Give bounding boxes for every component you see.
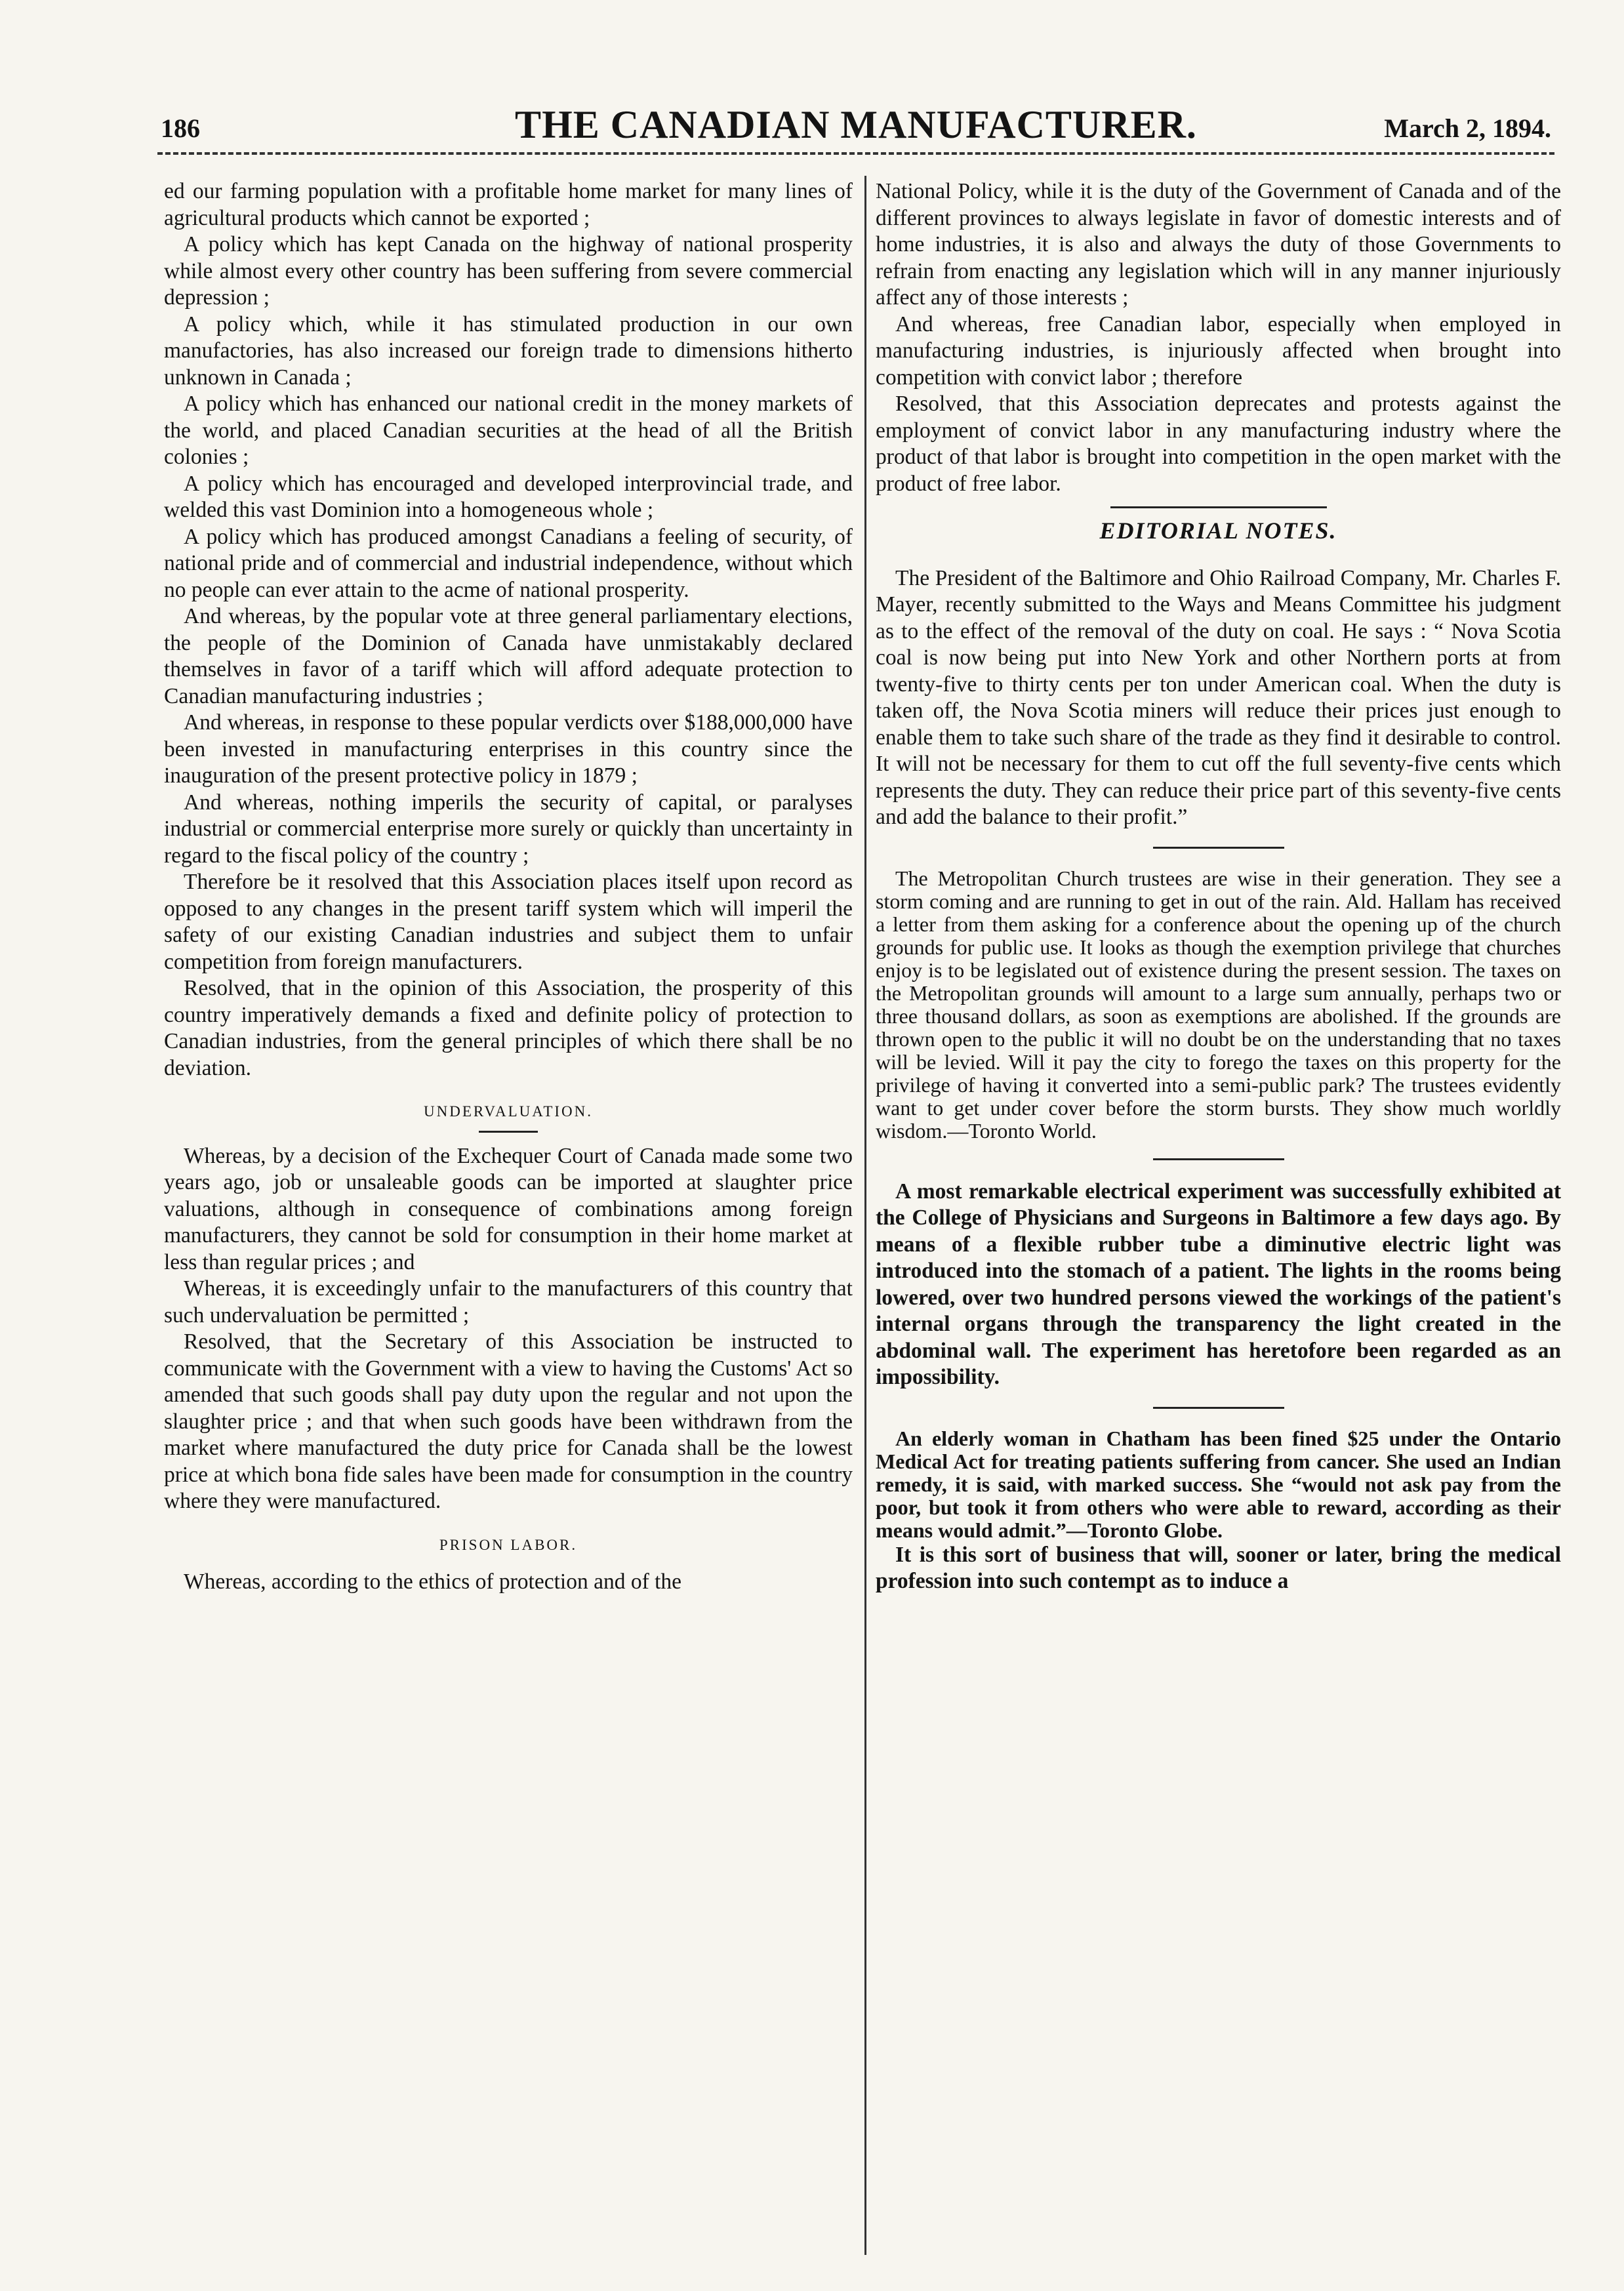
section-heading-text: PRISON LABOR. [439, 1536, 578, 1553]
section-heading-prison-labor [164, 1532, 853, 1559]
right-column [876, 178, 1561, 1595]
section-rule [1110, 506, 1327, 508]
news-item: The Metropolitan Church trustees are wise in their generation. They see a storm coming and are running to get in out of the rain. Ald. Hallam has received a letter from them asking for a conference about the opening up of the church grounds for public use. It looks as though the exemption privilege that churches enjoy is to be legislated out of existence during the present session. The taxes on the Metropolitan grounds will amount to a large sum annually, perhaps two or three thousand dollars, as soon as exemptions are abolished. If the grounds are thrown open to the public it will no doubt be on the understanding that no taxes will be levied. Will it pay the city to forego the taxes on this property for the privilege of having it converted into a semi-public park? The trustees evidently want to get under cover before the storm bursts. They show much worldly wisdom.—Toronto World. [876, 866, 1561, 1143]
paragraph: ed our farming population with a profitable home market for many lines of agricultural products which cannot be exported ; [164, 179, 853, 230]
left-column [164, 178, 853, 1596]
paragraph: A policy which, while it has stimulated production in our own manufactories, has also increased our foreign trade to dimensions hitherto unknown in Canada ; [164, 312, 853, 390]
issue-date: March 2, 1894. [1384, 113, 1551, 143]
paragraph: Whereas, it is exceedingly unfair to the manufacturers of this country that such undervaluation be permitted ; [164, 1276, 853, 1328]
news-item-block [876, 1179, 1561, 1391]
news-item: An elderly woman in Chatham has been fined $25 under the Ontario Medical Act for treating patients suffering from cancer. She used an Indian remedy, it is said, with marked success. She “would not ask pay from the poor, but took it from others who were able to reward, according as their means would admit.”—Toronto Globe. [876, 1426, 1561, 1542]
item-rule [1153, 1407, 1284, 1409]
paragraph: A policy which has produced amongst Canadians a feeling of security, of national pride and of commercial and industrial independence, without which no people can ever attain to the acme of national prosperity. [164, 524, 853, 602]
editorial-notes-heading: EDITORIAL NOTES. [1099, 517, 1337, 544]
column-divider [864, 176, 866, 2255]
paragraph: And whereas, free Canadian labor, especially when employed in manufacturing industries, is injuriously affected when brought into competition with convict labor ; therefore [876, 312, 1561, 390]
item-rule [1153, 847, 1284, 849]
news-item: A most remarkable electrical experiment was successfully exhibited at the College of Physicians and Surgeons in Baltimore a few days ago. By means of a flexible rubber tube a diminutive electric light was introduced into the stomach of a patient. The lights in the rooms being lowered, over two hundred persons viewed the workings of the patient's internal organs through the transparency the light created in the abdominal wall. The experiment has heretofore been regarded as an impossibility. [876, 1179, 1561, 1389]
paragraph: And whereas, nothing imperils the security of capital, or paralyses industrial or commercial enterprise more surely or quickly than uncertainty in regard to the fiscal policy of the country ; [164, 790, 853, 868]
paragraph: And whereas, in response to these popular verdicts over $188,000,000 have been invested in manufacturing enterprises in this country since the inauguration of the present protective policy in 1879 ; [164, 710, 853, 788]
paragraph: Resolved, that this Association deprecates and protests against the employment of convict labor in any manufacturing industry where the product of that labor is brought into competition in the open market with the product of free labor. [876, 392, 1561, 496]
news-item: It is this sort of business that will, sooner or later, bring the medical profession into such contempt as to induce a [876, 1542, 1561, 1593]
paragraph: Resolved, that the Secretary of this Association be instructed to communicate with the Government with a view to having the Customs' Act so amended that such goods shall pay duty upon the regular and not upon the slaughter price ; and that when such goods have been withdrawn from the market where manufactured the duty price for Canada shall be the lowest price at which bona fide sales have been made for consumption in the country where they were manufactured. [164, 1329, 853, 1513]
paragraph: Resolved, that in the opinion of this Association, the prosperity of this country imperatively demands a fixed and definite policy of protection to Canadian industries, from the general principles of which there shall be no deviation. [164, 976, 853, 1080]
paragraph: Therefore be it resolved that this Association places itself upon record as opposed to any changes in the present tariff system which will imperil the safety of our existing Canadian industries and subject them to unfair competition from foreign manufacturers. [164, 870, 853, 974]
page-number: 186 [161, 113, 200, 143]
page-header [161, 98, 1551, 151]
paragraph: A policy which has kept Canada on the highway of national prosperity while almost every other country has been suffering from severe commercial depression ; [164, 232, 853, 310]
header-rule [157, 152, 1554, 155]
masthead-title: THE CANADIAN MANUFACTURER. [515, 103, 1197, 146]
section-heading-text: UNDERVALUATION. [423, 1103, 594, 1120]
section-heading-undervaluation [164, 1099, 853, 1133]
paragraph: A policy which has enhanced our national credit in the money markets of the world, and placed Canadian securities at the head of all the British colonies ; [164, 392, 853, 469]
paragraph: And whereas, by the popular vote at three general parliamentary elections, the people of the Dominion of Canada have unmistakably declared themselves in favor of a tariff which will afford adequate protection to Canadian manufacturing industries ; [164, 604, 853, 708]
paragraph: Whereas, by a decision of the Exchequer Court of Canada made some two years ago, job or unsaleable goods can be imported at slaughter price valuations, although in consequence of combinations among foreign manufacturers, they cannot be sold for consumption in their home market at less than regular prices ; and [164, 1143, 853, 1274]
heading-rule [479, 1131, 538, 1133]
news-item: The President of the Baltimore and Ohio Railroad Company, Mr. Charles F. Mayer, recently submitted to the Ways and Means Committee his judgment as to the effect of the removal of the duty on coal. He says : “ Nova Scotia coal is now being put into New York and other Northern ports at from twenty-five to thirty cents per ton under American coal. When the duty is taken off, the Nova Scotia miners will reduce their prices just enough to enable them to take such share of the trade as they find it desirable to control. It will not be necessary for them to cut off the full seventy-five cents which represents the duty. They can reduce their price part of this seventy-five cents and add the balance to their profit.” [876, 565, 1561, 829]
item-rule [1153, 1158, 1284, 1160]
paragraph: A policy which has encouraged and developed interprovincial trade, and welded this vast Dominion into a homogeneous whole ; [164, 471, 853, 522]
news-item-block [876, 867, 1561, 1143]
paragraph: Whereas, according to the ethics of protection and of the [184, 1570, 682, 1594]
paragraph: National Policy, while it is the duty of the Government of Canada and of the different provinces to always legislate in favor of domestic interests and of home industries, it is also and always the duty of those Governments to refrain from enacting any legislation which will in any manner injuriously affect any of those interests ; [876, 179, 1561, 310]
news-item-block [876, 1427, 1561, 1542]
